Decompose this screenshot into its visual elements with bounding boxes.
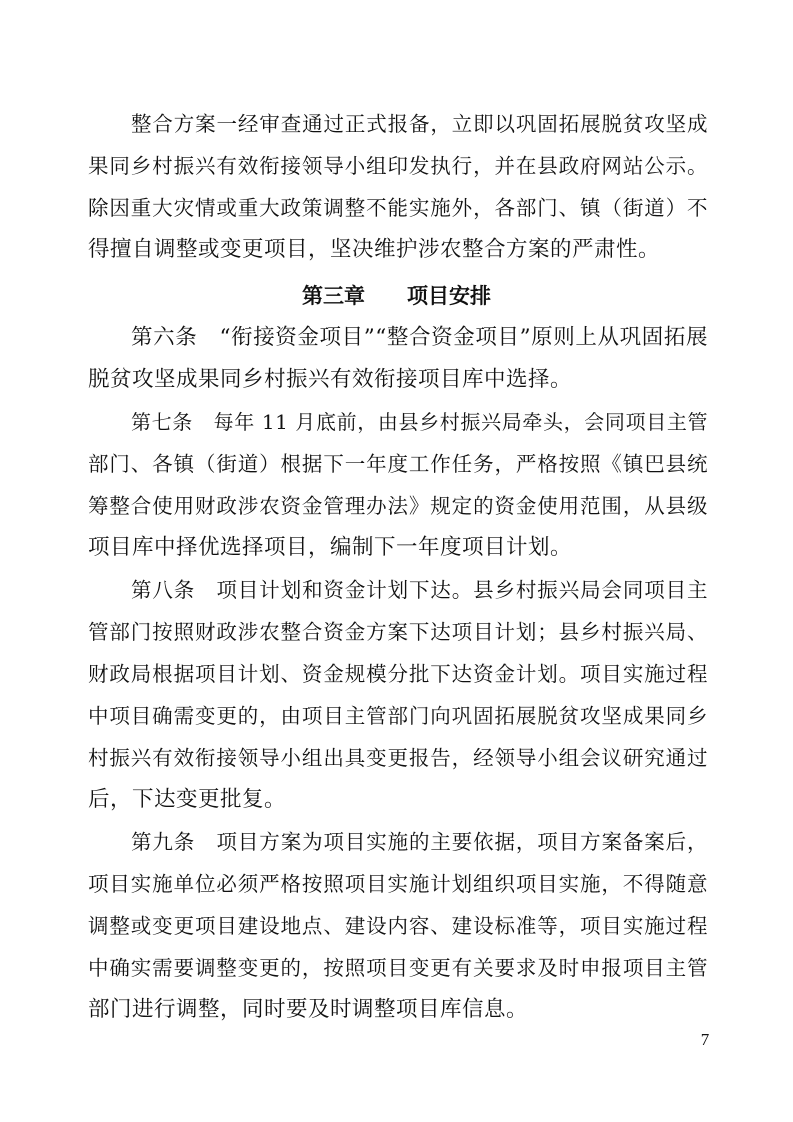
text-line: 第九条 项目方案为项目实施的主要依据，项目方案备案后，: [131, 830, 708, 854]
chapter-heading: 第三章 项目安排: [302, 284, 491, 308]
text-line: 第八条 项目计划和资金计划下达。县乡村振兴局会同项目主: [131, 578, 708, 602]
text-line: 第七条 每年 11 月底前，由县乡村振兴局牵头，会同项目主管: [131, 410, 708, 434]
text-line: 果同乡村振兴有效衔接领导小组印发执行，并在县政府网站公示。: [88, 154, 708, 178]
text-line: 脱贫攻坚成果同乡村振兴有效衔接项目库中选择。: [88, 367, 573, 392]
text-line: 部门进行调整，同时要及时调整项目库信息。: [88, 997, 529, 1022]
text-line: 第六条 “衔接资金项目”“整合资金项目”原则上从巩固拓展: [131, 325, 708, 350]
text-line: 部门、各镇（街道）根据下一年度工作任务，严格按照《镇巴县统: [88, 452, 708, 476]
page-number: 7: [700, 1030, 710, 1049]
text-line: 除因重大灾情或重大政策调整不能实施外，各部门、镇（街道）不: [88, 196, 708, 220]
text-line: 后，下达变更批复。: [88, 787, 287, 812]
text-line: 调整或变更项目建设地点、建设内容、建设标准等，项目实施过程: [88, 914, 708, 938]
text-line: 整合方案一经审查通过正式报备，立即以巩固拓展脱贫攻坚成: [131, 112, 708, 136]
text-line: 村振兴有效衔接领导小组出具变更报告，经领导小组会议研究通过: [88, 746, 708, 770]
text-line: 筹整合使用财政涉农资金管理办法》规定的资金使用范围，从县级: [88, 494, 708, 518]
text-line: 财政局根据项目计划、资金规模分批下达资金计划。项目实施过程: [88, 662, 708, 686]
text-line: 得擅自调整或变更项目，坚决维护涉农整合方案的严肃性。: [88, 237, 661, 262]
text-line: 中项目确需变更的，由项目主管部门向巩固拓展脱贫攻坚成果同乡: [88, 704, 708, 728]
text-line: 管部门按照财政涉农整合资金方案下达项目计划；县乡村振兴局、: [88, 620, 708, 644]
text-line: 项目库中择优选择项目，编制下一年度项目计划。: [88, 535, 573, 560]
text-line: 中确实需要调整变更的，按照项目变更有关要求及时申报项目主管: [88, 956, 708, 980]
text-line: 项目实施单位必须严格按照项目实施计划组织项目实施，不得随意: [88, 872, 708, 896]
